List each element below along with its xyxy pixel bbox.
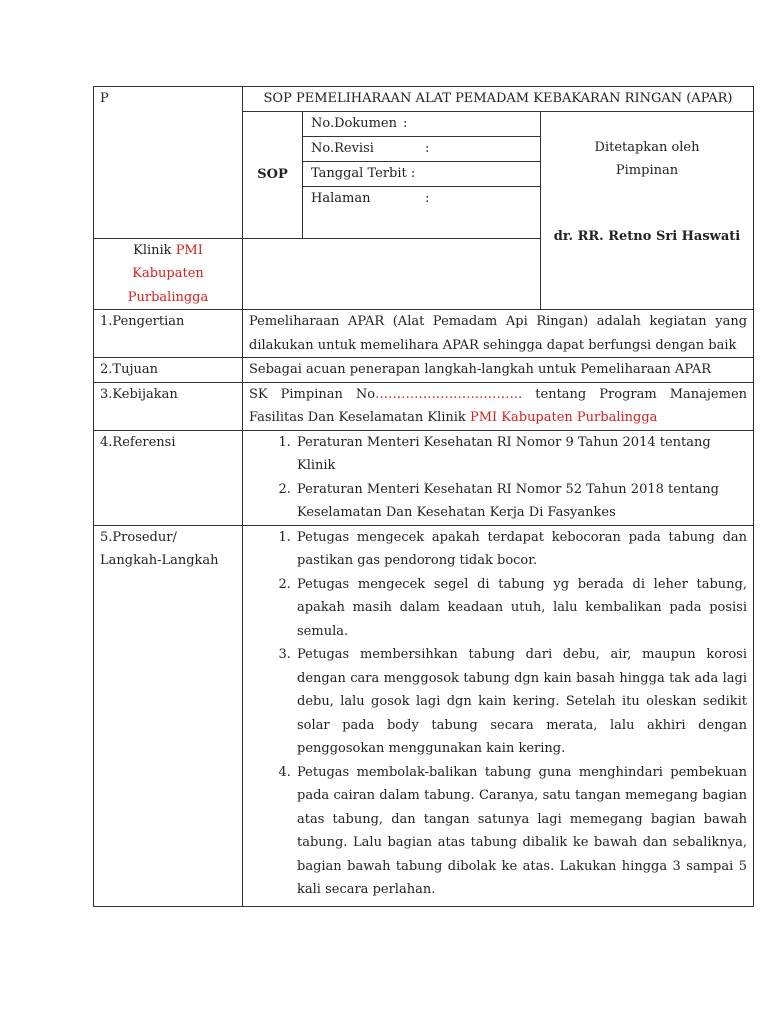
header-title-row bbox=[94, 87, 754, 112]
prosedur-item: 4. Petugas membolak-balikan tabung guna menghindari pembekuan pada cairan dalam tabung. Caranya, satu tangan memegang bagian atas tabung, dan tangan satunya lagi memegang bagian bawah tabung. Lalu bagian atas tabung dibalik ke bawah dan sebaliknya, bagian bawah tabung dibolak ke atas. Lakukan hingga 3 sampai 5 kali secara perlahan. bbox=[295, 761, 747, 902]
clinic-name: Klinik PMI Kabupaten Purbalingga bbox=[94, 238, 243, 310]
clinic-blank-cell bbox=[243, 238, 541, 310]
label-kebijakan: 3.Kebijakan bbox=[94, 382, 243, 430]
corner-letter: P bbox=[100, 91, 109, 106]
document-fields bbox=[303, 111, 541, 238]
signatory-name: dr. RR. Retno Sri Haswati bbox=[553, 228, 741, 244]
field-no-revisi: No.Revisi : bbox=[303, 136, 540, 161]
list-referensi bbox=[243, 430, 754, 525]
label-referensi: 4.Referensi bbox=[94, 430, 243, 525]
label-tujuan: 2.Tujuan bbox=[94, 358, 243, 383]
approval-cell bbox=[541, 111, 754, 310]
text-kebijakan: SK Pimpinan No……………………………. tentang Program Manajemen Fasilitas Dan Keselamatan Klinik PMI Kabupaten Purbalingga bbox=[243, 382, 754, 430]
label-prosedur: 5.Prosedur/ Langkah-Langkah bbox=[94, 525, 243, 906]
referensi-item: 1. Peraturan Menteri Kesehatan RI Nomor 9 Tahun 2014 tentang Klinik bbox=[295, 431, 747, 478]
sop-label: SOP bbox=[243, 111, 303, 238]
prosedur-item: 2. Petugas mengecek segel di tabung yg berada di leher tabung, apakah masih dalam keadaan utuh, lalu kembalikan pada posisi semula. bbox=[295, 573, 747, 644]
field-halaman: Halaman : bbox=[311, 190, 430, 206]
row-kebijakan bbox=[94, 382, 754, 430]
approval-line2: Pimpinan bbox=[615, 163, 679, 178]
referensi-item: 2. Peraturan Menteri Kesehatan RI Nomor 52 Tahun 2018 tentang Keselamatan Dan Kesehatan Kerja Di Fasyankes bbox=[295, 478, 747, 525]
approval-line1: Ditetapkan oleh bbox=[594, 139, 700, 155]
text-tujuan: Sebagai acuan penerapan langkah-langkah untuk Pemeliharaan APAR bbox=[243, 358, 754, 383]
prosedur-item: 3. Petugas membersihkan tabung dari debu, air, maupun korosi dengan cara menggosok tabung dgn kain basah hingga tak ada lagi debu, lalu gosok lagi dgn kain kering. Setelah itu oleskan sedikit solar pada body tabung secara merata, lalu akhiri dengan penggosokan menggunakan kain kering. bbox=[295, 643, 747, 761]
prosedur-item: 1. Petugas mengecek apakah terdapat kebocoran pada tabung dan pastikan gas pendorong tidak bocor. bbox=[295, 526, 747, 573]
label-pengertian: 1.Pengertian bbox=[94, 310, 243, 358]
document-title: SOP PEMELIHARAAN ALAT PEMADAM KEBAKARAN RINGAN (APAR) bbox=[243, 87, 754, 112]
field-no-dokumen: No.Dokumen : bbox=[303, 112, 540, 137]
row-pengertian bbox=[94, 310, 754, 358]
list-prosedur bbox=[243, 525, 754, 906]
row-prosedur bbox=[94, 525, 754, 906]
row-tujuan bbox=[94, 358, 754, 383]
text-pengertian: Pemeliharaan APAR (Alat Pemadam Api Ringan) adalah kegiatan yang dilakukan untuk memelihara APAR sehingga dapat berfungsi dengan baik bbox=[243, 310, 754, 358]
corner-cell bbox=[94, 87, 243, 239]
row-referensi bbox=[94, 430, 754, 525]
field-tanggal-terbit: Tanggal Terbit : bbox=[303, 161, 540, 186]
sop-document-table bbox=[93, 86, 754, 907]
